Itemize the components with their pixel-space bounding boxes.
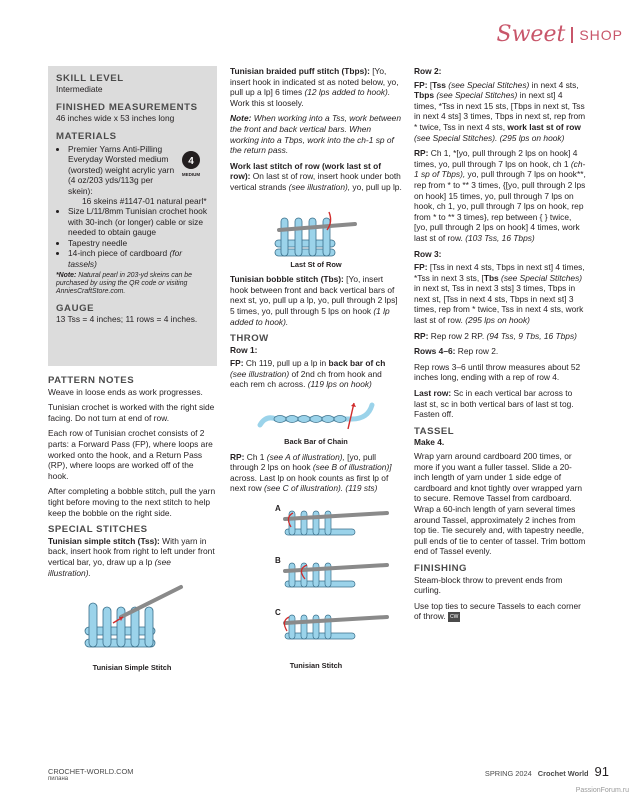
row-3-heading: Row 3: [414, 248, 442, 259]
end-mark-icon: CW [448, 612, 460, 623]
pattern-notes-heading: PATTERN NOTES [48, 375, 135, 386]
column-3 [414, 66, 586, 627]
watermark: PassionForum.ru [575, 787, 629, 794]
column-1 [48, 376, 216, 678]
row-1-rp: RP: Ch 1 (see A of illustration), [yo, pull through 2 lps on hook (see B of illustration)] across. Last lp on hook counts as first lp of next row (see C of illustration). (119 sts) [230, 451, 392, 494]
skill-level: Intermediate [56, 84, 103, 95]
note-3: Each row of Tunisian crochet consists of 2 parts: a Forward Pass (FP), where loops are worked onto the hook, and a Return Pass (RP), where loops are worked off of the hook. [48, 428, 213, 481]
materials-list [56, 144, 212, 269]
material-needle: • Tapestry needle [68, 238, 212, 248]
caption-simple-stitch: Tunisian Simple Stitch [92, 663, 172, 673]
badge-number: 4 [188, 156, 194, 168]
yarn-text: Premier Yarns Anti-Pilling Everyday Worsted medium (worsted) weight acrylic yarn (4 oz/203 yds/113g per skein): [68, 144, 175, 196]
tss-definition: Tunisian simple stitch (Tss): With yarn in back, insert hook from right to left under front vertical bar, yo, draw up a lp (see illustration). [48, 535, 215, 578]
tbps-definition: Tunisian braided puff stitch (Tbps): [Yo, insert hook in indicated st as noted below, yo, pull up a lp] 6 times (12 lps added to hook). Work this st loosely. [230, 66, 399, 108]
last-row: Last row: Sc in each vertical bar across to last st, sc in both vertical bars of last st tog. Fasten off. [414, 388, 574, 420]
footer-issue: SPRING 2024 [484, 769, 532, 778]
yarn-skeins: 16 skeins #1147-01 natural pearl* [82, 196, 207, 207]
note-4: After completing a bobble stitch, pull the yarn tight before moving to the next stitch to help keep the bobble on the right side. [48, 486, 216, 518]
tunisian-simple-stitch-illustration [77, 583, 187, 661]
last-stitch-definition: Work last stitch of row (work last st of row): On last st of row, insert hook under both vertical strands (see illustration), yo, pull up lp. [230, 160, 402, 192]
caption-back-bar: Back Bar of Chain [284, 437, 348, 447]
page-number: 91 [594, 764, 609, 779]
column-2 [230, 66, 402, 676]
tassel-heading: TASSEL [414, 425, 455, 437]
footer-magazine: Crochet World [537, 769, 589, 778]
material-yarn [68, 144, 212, 206]
repeat-instruction: Rep rows 3–6 until throw measures about 52 inches long, ending with a rep of row 4. [414, 361, 581, 383]
row-1-heading: Row 1: [230, 344, 258, 355]
footer-site: CROCHET-WORLD.COM [48, 767, 134, 776]
footer-left [48, 767, 133, 782]
working-note: Note: When working into a Tss, work between the front and back vertical bars. When working into a Tbps, work into the ch-1 sp of the return pass. [230, 113, 401, 156]
materials-heading: MATERIALS [56, 130, 117, 142]
finishing-1: Steam-block throw to prevent ends from curling. [414, 574, 563, 596]
caption-last-stitch: Last St of Row [290, 259, 342, 269]
row-3-fp: FP: [Tss in next 4 sts, Tbps in next st] 4 times, *Tss in next 3 sts, [Tbs (see Special Stitches) in next st, Tss in next 3 sts] 3 times, Tbps in next st, [Tss in next 4 sts, Tbps in next st] 3 times, rep from * twice, Tss in next 4 sts, work last st of row. (295 lps on hook) [414, 262, 585, 326]
footer-right [485, 764, 609, 779]
finishing-heading: FINISHING [414, 562, 468, 574]
gauge: 13 Tss = 4 inches; 11 rows = 4 inches. [56, 314, 198, 325]
back-bar-of-chain-illustration [256, 395, 376, 435]
yarn-weight-icon [180, 150, 202, 178]
label-a: A [275, 504, 281, 514]
measurements-heading: FINISHED MEASUREMENTS [56, 101, 198, 113]
rows-4-6: Rows 4–6: Rep row 2. [414, 346, 499, 357]
brand-divider [571, 27, 573, 43]
note-1: Weave in loose ends as work progresses. [48, 386, 203, 397]
yarn-note: *Note: Natural pearl in 203-yd skeins can be purchased by using the QR code or visiting AnniesCraftStore.com. [56, 271, 192, 295]
row-2-rp: RP: Ch 1, *[yo, pull through 2 lps on hook] 4 times, yo, pull through 7 lps on hook, ch 1 (ch-1 sp of Tbps), yo, pull through 7 lps on hook**, rep from * to ** 3 times, {[yo, pull through 2 lps on hook] 15 times, yo, pull through 7 lps on hook, ch 1, yo, pull through 7 lps on hook, rep from * to ** 3 times}, rep between { } twice, [yo, pull through 2 lps on hook] 4 times, work last st of row. (103 Tss, 16 Tbps) [414, 148, 586, 243]
make-4: Make 4. [414, 437, 445, 448]
tunisian-stitch-illustration [241, 499, 391, 659]
measurements: 46 inches wide x 53 inches long [56, 113, 175, 124]
brand-shop: SHOP [579, 26, 623, 43]
badge-label: MEDIUM [181, 172, 201, 178]
special-stitches-heading: SPECIAL STITCHES [48, 524, 148, 536]
caption-tunisian-stitch: Tunisian Stitch [289, 661, 343, 671]
skill-heading: SKILL LEVEL [56, 73, 124, 84]
footer-sub: пилана [48, 776, 69, 782]
throw-heading: THROW [230, 333, 269, 345]
tbs-definition: Tunisian bobble stitch (Tbs): [Yo, insert hook between front and back vertical bars of next st, yo, pull up a lp, yo, pull through 2 lps] 5 times, yo, pull through 5 lps on hook (1 lp added to hook). [230, 274, 398, 327]
info-sidebar [48, 66, 217, 366]
brand-sweet: Sweet [496, 22, 566, 47]
finishing-2: Use top ties to secure Tassels to each corner of throw. CW [414, 600, 581, 622]
row-3-rp: RP: Rep row 2 RP. (94 Tss, 9 Tbs, 16 Tbps) [414, 330, 577, 341]
gauge-heading: GAUGE [56, 302, 95, 314]
note-2: Tunisian crochet is worked with the right side facing. Do not turn at end of row. [48, 402, 215, 423]
row-2-fp: FP: [Tss (see Special Stitches) in next 4 sts, Tbps (see Special Stitches) in next st] 4 times, *Tss in next 15 sts, [Tbps in next st, Tss in next 4 sts] 3 times, Tbps in next st, rep from * twice, Tss in next 4 sts, work last st of row (see Special Stitches). (295 lps on hook) [414, 79, 586, 143]
label-b: B [275, 556, 281, 566]
label-c: C [275, 608, 281, 618]
row-1-fp: FP: Ch 119, pull up a lp in back bar of ch (see illustration) of 2nd ch from hook and each rem ch across. (119 lps on hook) [230, 358, 386, 390]
material-hook: • Size L/11/8mm Tunisian crochet hook with 30-inch (or longer) cable or size needed to obtain gauge [68, 206, 212, 237]
tassel-instructions: Wrap yarn around cardboard 200 times, or more if you want a fuller tassel. Slide a 20-inch length of yarn under 1 side edge of cardboard and knot tightly over wrapped yarn to secure. Remove Tassel from cardboard. Wrap a 60-inch length of yarn several times around Tassel, approximately 2 inches from top tie. Tie securely and, with tapestry needle, pull ends of tie to center of tassel. Trim bottom end of Tassel evenly. [414, 451, 586, 557]
material-cardboard: • 14-inch piece of cardboard (for tassels) [68, 248, 212, 269]
last-stitch-illustration [271, 198, 361, 258]
row-2-heading: Row 2: [414, 66, 442, 76]
brand-logo [497, 22, 623, 47]
